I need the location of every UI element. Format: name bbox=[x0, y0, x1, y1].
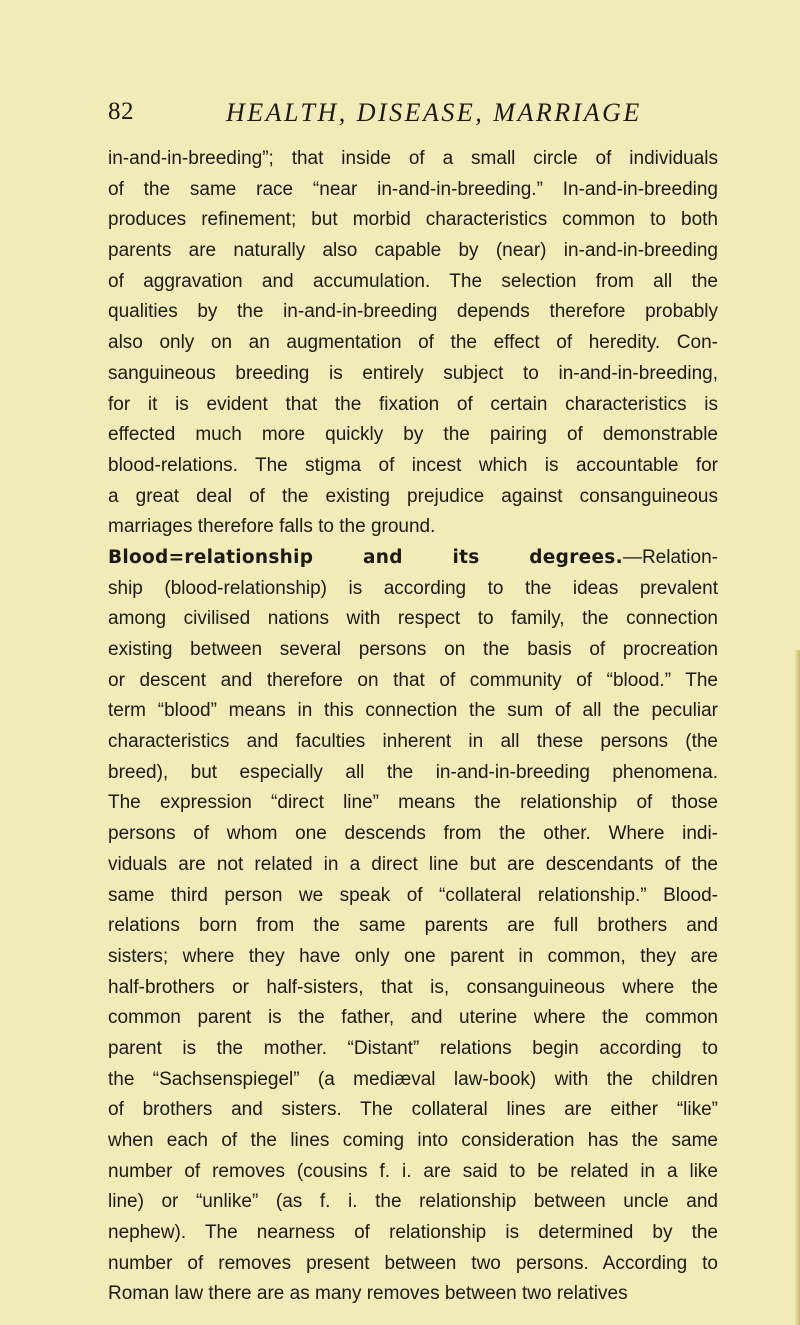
paragraph-inbreeding bbox=[108, 144, 718, 543]
text-line: line) or “unlike” (as f. i. the relationship between uncle and bbox=[108, 1191, 718, 1213]
text-line: sanguineous breeding is entirely subject to in-and-in-breeding, bbox=[108, 362, 718, 384]
text-line: term “blood” means in this connection the sum of all the peculiar bbox=[108, 700, 718, 722]
section-heading-line bbox=[108, 543, 718, 574]
text-line: produces refinement; but morbid characteristics common to both bbox=[108, 209, 718, 231]
text-line: viduals are not related in a direct line but are descendants of the bbox=[108, 853, 718, 875]
text-line: characteristics and faculties inherent in all these persons (the bbox=[108, 731, 718, 753]
text-line: common parent is the father, and uterine where the common bbox=[108, 1007, 718, 1029]
text-line: same third person we speak of “collateral relationship.” Blood- bbox=[108, 884, 718, 906]
text-line: a great deal of the existing prejudice against consanguineous bbox=[108, 485, 718, 507]
text-line: of the same race “near in-and-in-breeding.” In-and-in-breeding bbox=[108, 178, 718, 200]
text-line: ship (blood-relationship) is according to the ideas prevalent bbox=[108, 577, 718, 599]
section-heading: Blood=relationship and its degrees. bbox=[108, 546, 623, 568]
text-line: or descent and therefore on that of community of “blood.” The bbox=[108, 669, 718, 691]
text-line: parents are naturally also capable by (near) in-and-in-breeding bbox=[108, 240, 718, 262]
text-line: effected much more quickly by the pairing of demonstrable bbox=[108, 424, 718, 446]
text-line: among civilised nations with respect to family, the connection bbox=[108, 608, 718, 630]
text-line: the “Sachsenspiegel” (a mediæval law-book) with the children bbox=[108, 1068, 718, 1090]
text-line: when each of the lines coming into consideration has the same bbox=[108, 1130, 718, 1151]
text-line: blood-relations. The stigma of incest which is accountable for bbox=[108, 454, 718, 476]
text-line: marriages therefore falls to the ground. bbox=[108, 516, 436, 538]
text-line: for it is evident that the fixation of certain characteristics is bbox=[108, 393, 718, 415]
text-line: of brothers and sisters. The collateral lines are either “like” bbox=[108, 1099, 718, 1121]
paragraph-blood-relationship bbox=[108, 574, 718, 1311]
body-text bbox=[108, 144, 718, 1310]
text-line: of aggravation and accumulation. The selection from all the bbox=[108, 270, 718, 292]
page-edge-shadow bbox=[794, 650, 800, 1325]
section-heading-continuation: —Relation- bbox=[622, 546, 718, 568]
text-line: breed), but especially all the in-and-in-breeding phenomena. bbox=[108, 761, 718, 783]
text-line: existing between several persons on the basis of procreation bbox=[108, 639, 718, 660]
text-line: half-brothers or half-sisters, that is, consanguineous where the bbox=[108, 976, 718, 998]
running-title: HEALTH, DISEASE, MARRIAGE bbox=[226, 98, 642, 127]
text-line: number of removes (cousins f. i. are said to be related in a like bbox=[108, 1160, 718, 1182]
text-line: qualities by the in-and-in-breeding depends therefore probably bbox=[108, 301, 718, 323]
text-line: number of removes present between two persons. According to bbox=[108, 1252, 718, 1274]
text-line: relations born from the same parents are full brothers and bbox=[108, 915, 718, 937]
text-line: The expression “direct line” means the relationship of those bbox=[108, 792, 718, 814]
page-header bbox=[108, 98, 708, 132]
text-line: also only on an augmentation of the effect of heredity. Con- bbox=[108, 332, 718, 354]
text-line: persons of whom one descends from the other. Where indi- bbox=[108, 823, 718, 845]
text-line: Roman law there are as many removes between two relatives bbox=[108, 1283, 628, 1305]
text-line: parent is the mother. “Distant” relations begin according to bbox=[108, 1037, 718, 1059]
text-line: sisters; where they have only one parent in common, they are bbox=[108, 945, 718, 967]
text-line: in-and-in-breeding”; that inside of a small circle of individuals bbox=[108, 148, 718, 169]
text-line: nephew). The nearness of relationship is determined by the bbox=[108, 1222, 718, 1244]
page-number: 82 bbox=[108, 98, 134, 125]
